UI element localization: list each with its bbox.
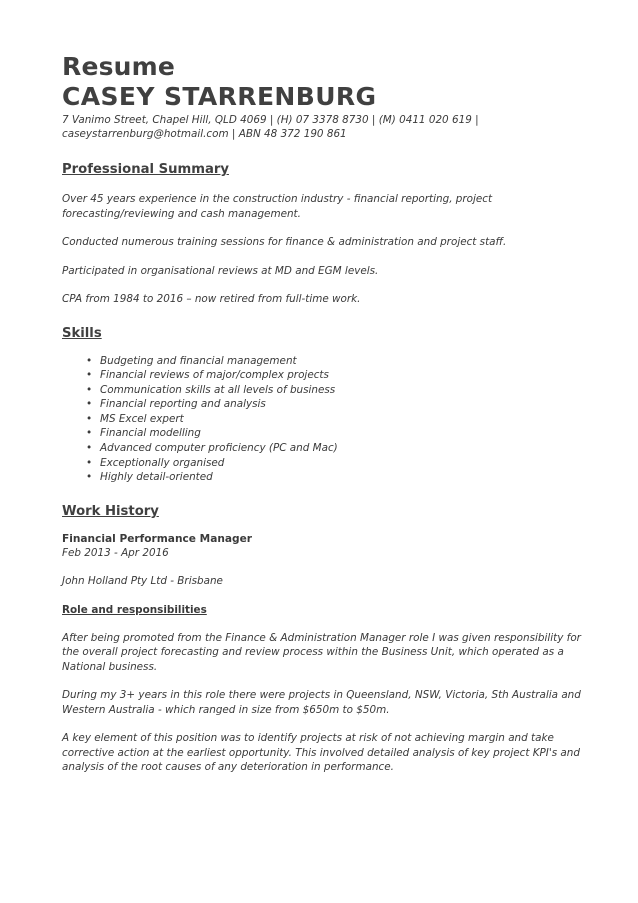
contact-line: caseystarrenburg@hotmail.com | ABN 48 372 190 861 — [62, 128, 347, 140]
skill-text: Financial modelling — [100, 427, 201, 440]
list-item — [86, 354, 582, 369]
section-heading-skills: Skills — [62, 325, 102, 341]
summary-paragraph: CPA from 1984 to 2016 – now retired from full-time work. — [62, 293, 361, 305]
skill-text: Advanced computer proficiency (PC and Mac) — [100, 442, 338, 455]
contact-line: 7 Vanimo Street, Chapel Hill, QLD 4069 | (H) 07 3378 8730 | (M) 0411 020 619 | — [62, 114, 479, 126]
document-title: Resume — [62, 52, 176, 81]
list-item — [86, 456, 582, 471]
job-title: Financial Performance Manager — [62, 532, 253, 545]
job-dates: Feb 2013 - Apr 2016 — [62, 546, 169, 559]
section-heading-summary: Professional Summary — [62, 162, 229, 177]
summary-section — [62, 161, 582, 307]
skill-text: MS Excel expert — [100, 412, 184, 425]
skill-text: Financial reporting and analysis — [100, 398, 266, 411]
bullet-icon: • — [86, 398, 93, 411]
bullet-icon: • — [86, 383, 93, 396]
list-item — [86, 470, 582, 485]
skill-text: Communication skills at all levels of business — [100, 383, 336, 396]
summary-paragraph: Conducted numerous training sessions for finance & administration and project staff. — [62, 236, 507, 248]
work-history-section — [62, 503, 582, 775]
work-paragraph: A key element of this position was to identify projects at risk of not achieving margin and take corrective action at the earliest opportunity. This involved detailed analysis of key project KPI's and analysis of the root causes of any deterioration in performance. — [62, 732, 580, 774]
list-item — [86, 397, 582, 412]
skills-section — [62, 325, 582, 485]
summary-paragraph: Participated in organisational reviews at MD and EGM levels. — [62, 264, 379, 277]
candidate-name: CASEY STARRENBURG — [62, 82, 377, 111]
bullet-icon: • — [86, 471, 93, 484]
contact-details — [62, 113, 582, 141]
summary-paragraph: Over 45 years experience in the construction industry - financial reporting, project forecasting/reviewing and cash management. — [62, 193, 493, 220]
list-item — [86, 426, 582, 441]
section-heading-work-history: Work History — [62, 503, 159, 519]
list-item — [86, 383, 582, 398]
bullet-icon: • — [86, 456, 93, 469]
list-item — [86, 441, 582, 456]
list-item — [86, 412, 582, 427]
responsibilities-heading: Role and responsibilities — [62, 603, 207, 616]
resume-page — [62, 52, 582, 775]
work-paragraph: After being promoted from the Finance & Administration Manager role I was given responsibility for the overall project forecasting and review process within the Business Unit, which operated as a National business. — [62, 631, 581, 673]
skill-text: Financial reviews of major/complex projects — [100, 369, 329, 382]
skill-text: Exceptionally organised — [100, 456, 225, 469]
bullet-icon: • — [86, 354, 93, 367]
bullet-icon: • — [86, 427, 93, 440]
skill-text: Budgeting and financial management — [100, 354, 297, 367]
bullet-icon: • — [86, 369, 93, 382]
company-name: John Holland Pty Ltd - Brisbane — [62, 575, 223, 588]
list-item — [86, 368, 582, 383]
skills-list — [62, 354, 582, 485]
work-paragraph: During my 3+ years in this role there were projects in Queensland, NSW, Victoria, Sth Australia and Western Australia - which ranged in size from $650m to $50m. — [62, 689, 581, 716]
bullet-icon: • — [86, 442, 93, 455]
bullet-icon: • — [86, 412, 93, 425]
skill-text: Highly detail-oriented — [100, 471, 213, 484]
